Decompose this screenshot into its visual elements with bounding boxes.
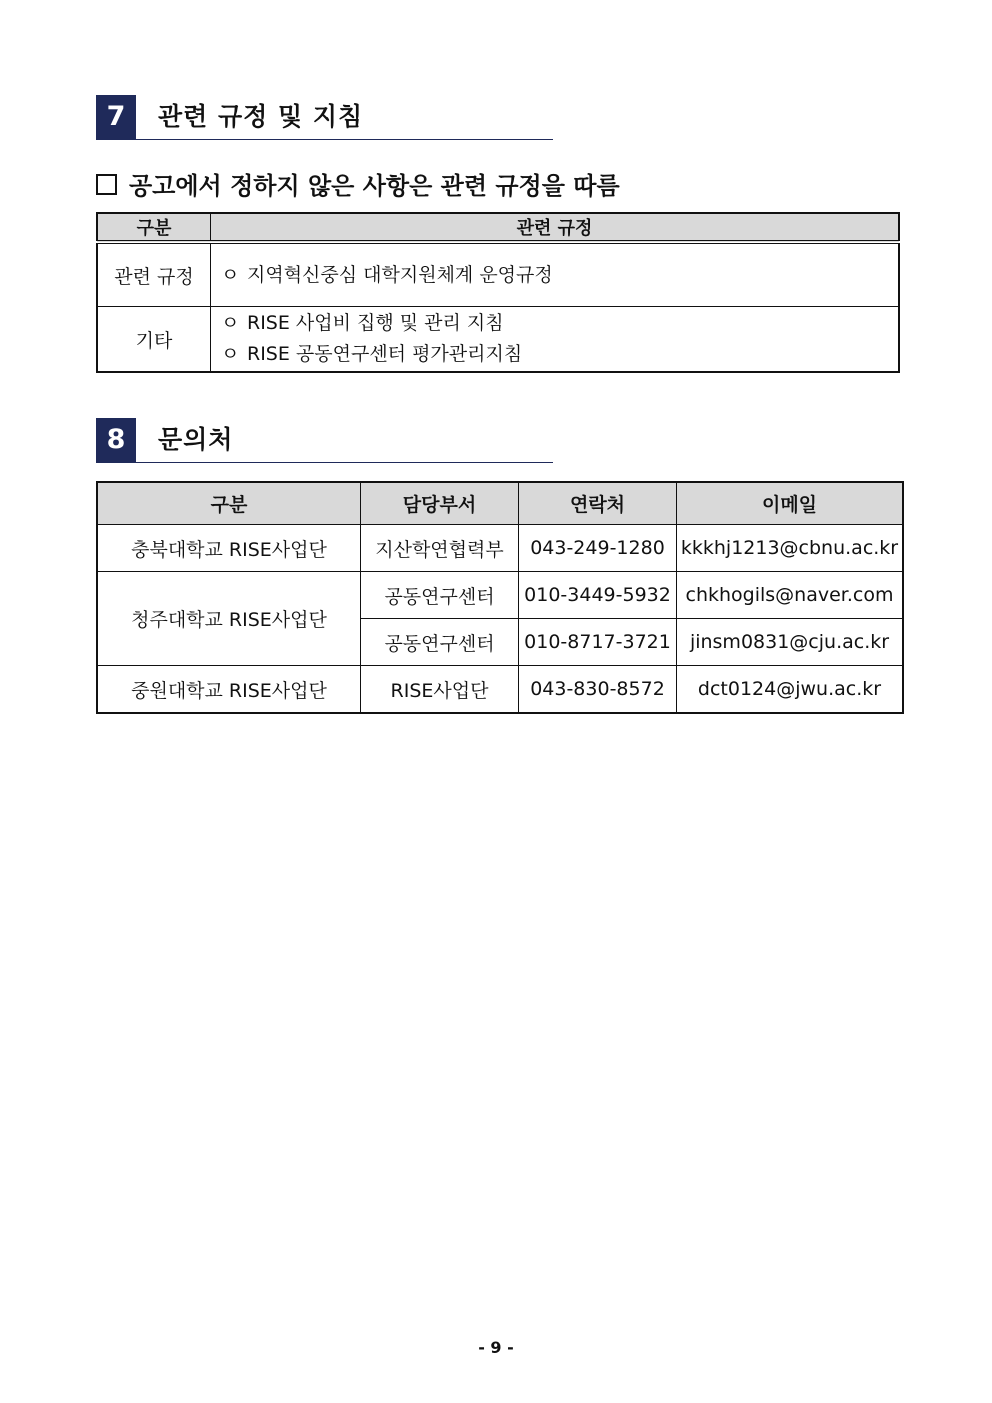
table-header: 구분 (97, 482, 361, 525)
phone-cell: 043-830-8572 (519, 666, 677, 714)
section-7-header (96, 95, 553, 140)
intro-text: 공고에서 정하지 않은 사항은 관련 규정을 따름 (129, 172, 620, 200)
email-cell: jinsm0831@cju.ac.kr (677, 619, 904, 666)
regulation-table (96, 212, 900, 373)
bullet-icon: ㅇ (221, 263, 240, 286)
dept-cell: RISE사업단 (361, 666, 519, 714)
checkbox-square-icon (96, 174, 117, 195)
regulation-item: RISE 공동연구센터 평가관리지침 (247, 343, 523, 365)
table-header: 연락처 (519, 482, 677, 525)
bullet-icon: ㅇ (221, 343, 240, 365)
dept-cell: 지산학연협력부 (361, 525, 519, 572)
email-cell: dct0124@jwu.ac.kr (677, 666, 904, 714)
phone-cell: 010-8717-3721 (519, 619, 677, 666)
table-row (97, 572, 903, 619)
table-header: 관련 규정 (211, 213, 900, 242)
email-cell: chkhogils@naver.com (677, 572, 904, 619)
table-row (97, 307, 899, 373)
table-header: 담당부서 (361, 482, 519, 525)
row-content (211, 307, 900, 373)
table-row (97, 242, 899, 307)
table-header: 구분 (97, 213, 211, 242)
section-8-header (96, 418, 553, 463)
org-cell: 충북대학교 RISE사업단 (97, 525, 361, 572)
org-cell: 중원대학교 RISE사업단 (97, 666, 361, 714)
section-title: 문의처 (158, 425, 234, 454)
email-cell: kkkhj1213@cbnu.ac.kr (677, 525, 904, 572)
intro-statement (96, 166, 620, 201)
dept-cell: 공동연구센터 (361, 619, 519, 666)
regulation-item: 지역혁신중심 대학지원체계 운영규정 (247, 263, 553, 286)
row-category: 관련 규정 (97, 242, 211, 307)
phone-cell: 043-249-1280 (519, 525, 677, 572)
org-cell: 청주대학교 RISE사업단 (97, 572, 361, 666)
contact-table (96, 481, 904, 714)
section-number: 8 (96, 418, 136, 462)
table-row (97, 525, 903, 572)
section-title: 관련 규정 및 지침 (158, 102, 364, 131)
section-number: 7 (96, 95, 136, 139)
table-row (97, 666, 903, 714)
row-category: 기타 (97, 307, 211, 373)
dept-cell: 공동연구센터 (361, 572, 519, 619)
bullet-icon: ㅇ (221, 312, 240, 334)
phone-cell: 010-3449-5932 (519, 572, 677, 619)
regulation-item: RISE 사업비 집행 및 관리 지침 (247, 312, 504, 334)
page-number: - 9 - (478, 1338, 514, 1357)
row-content (211, 242, 900, 307)
table-header: 이메일 (677, 482, 904, 525)
